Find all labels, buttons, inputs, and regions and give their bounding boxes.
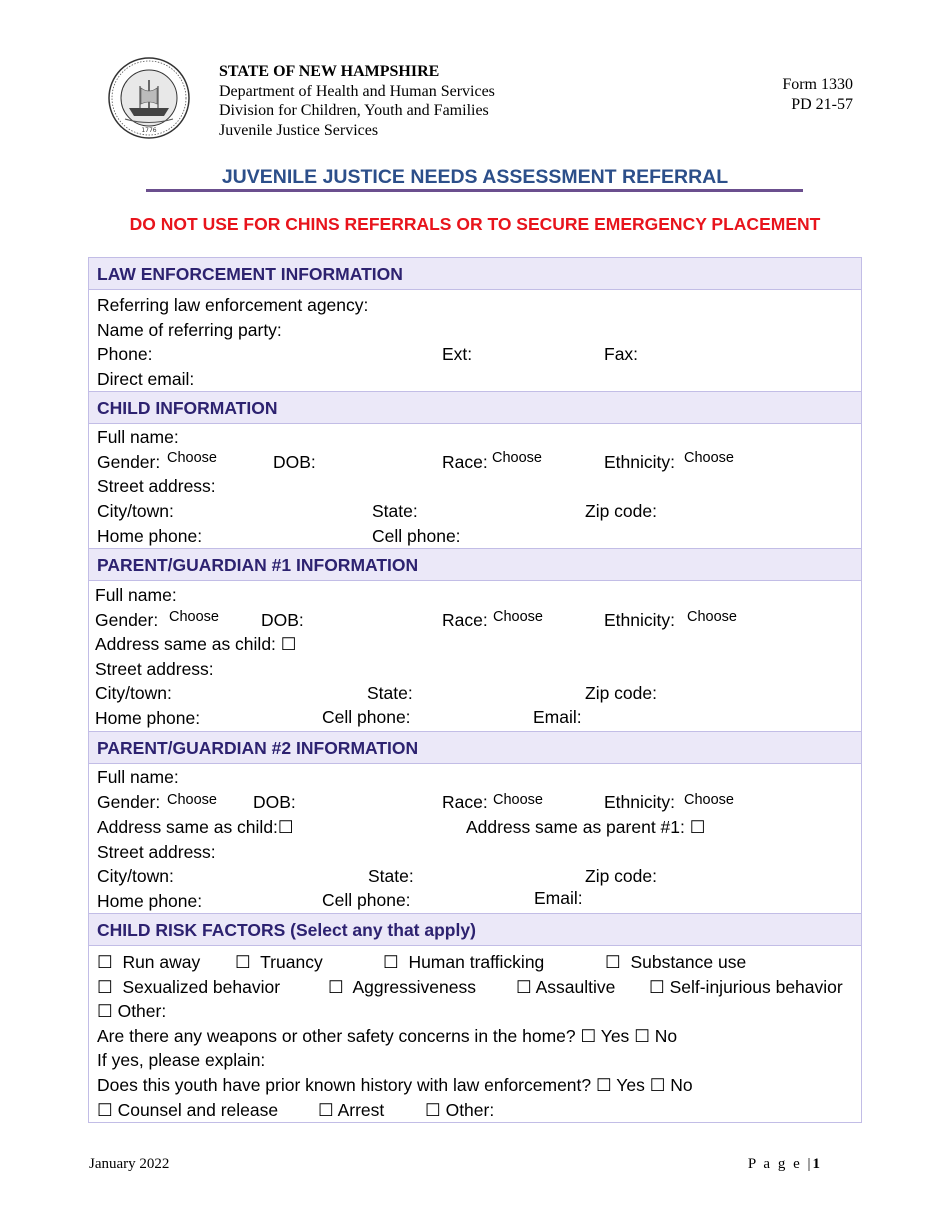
aggressiveness-checkbox[interactable]: ☐: [328, 977, 344, 997]
state-name: STATE OF NEW HAMPSHIRE: [219, 63, 440, 80]
truancy-label: Truancy: [260, 952, 323, 972]
weapons-yes-checkbox[interactable]: ☐: [580, 1026, 597, 1046]
field-ext[interactable]: Ext:: [442, 344, 473, 364]
p2-race-select[interactable]: Choose: [493, 792, 543, 808]
field-p1-street[interactable]: Street address:: [95, 659, 214, 679]
risk-self-injurious: [649, 977, 843, 998]
pd-number: PD 21-57: [791, 95, 853, 113]
section-risk-factors: [89, 913, 861, 946]
field-p2-city[interactable]: City/town:: [97, 866, 174, 886]
p2-same-as-parent1-checkbox[interactable]: ☐: [689, 817, 706, 837]
history-no-checkbox[interactable]: ☐: [649, 1075, 666, 1095]
same-as-child-label: Address same as child:: [95, 634, 276, 654]
history-yes-checkbox[interactable]: ☐: [596, 1075, 612, 1095]
field-p2-zip[interactable]: Zip code:: [585, 866, 657, 886]
field-p2-same-as-child: [97, 817, 294, 838]
sexualized-checkbox[interactable]: ☐: [97, 977, 113, 997]
field-p2-cell-phone[interactable]: Cell phone:: [322, 890, 411, 910]
risk-aggressiveness: [328, 977, 476, 998]
history-question-text: Does this youth have prior known history with law enforcement?: [97, 1075, 592, 1095]
p2-same-as-child-checkbox[interactable]: ☐: [277, 817, 294, 837]
field-referring-party[interactable]: Name of referring party:: [97, 320, 282, 340]
field-child-full-name[interactable]: Full name:: [97, 427, 179, 447]
run-away-checkbox[interactable]: ☐: [97, 952, 113, 972]
risk-other-checkbox[interactable]: ☐: [97, 1001, 113, 1021]
page-number: 1: [812, 1156, 820, 1172]
human-trafficking-checkbox[interactable]: ☐: [383, 952, 399, 972]
same-as-parent1-label: Address same as parent #1:: [466, 817, 685, 837]
seal-year: 1776: [141, 127, 157, 134]
p1-ethnicity-select[interactable]: Choose: [687, 609, 737, 625]
field-p1-same-as-child: [95, 634, 297, 655]
field-child-street[interactable]: Street address:: [97, 476, 216, 496]
field-p2-gender: Gender:: [97, 792, 161, 812]
field-p2-email[interactable]: Email:: [534, 888, 583, 908]
risk-run-away: [97, 952, 200, 973]
section-parent-2: [89, 731, 861, 764]
title-underline: [146, 189, 803, 192]
section-law-enforcement: [89, 258, 861, 290]
state-seal-logo: [107, 56, 191, 140]
p2-ethnicity-select[interactable]: Choose: [684, 792, 734, 808]
field-p2-race: Race:: [442, 792, 488, 812]
form-number: Form 1330: [782, 76, 853, 93]
weapons-question: [97, 1026, 677, 1047]
weapons-yes-label: Yes: [600, 1026, 630, 1046]
outcome-other-label: Other:: [445, 1100, 495, 1120]
field-direct-email[interactable]: Direct email:: [97, 369, 195, 389]
agency-header: [219, 62, 495, 140]
self-injurious-checkbox[interactable]: ☐: [649, 977, 665, 997]
field-p2-home-phone[interactable]: Home phone:: [97, 891, 203, 911]
field-fax[interactable]: Fax:: [604, 344, 639, 364]
outcome-other-checkbox[interactable]: ☐: [425, 1100, 441, 1120]
weapons-question-text: Are there any weapons or other safety concerns in the home?: [97, 1026, 576, 1046]
referral-form: [88, 257, 862, 1123]
same-as-child-label: Address same as child:: [97, 817, 278, 837]
aggressiveness-label: Aggressiveness: [352, 977, 477, 997]
risk-other-label: Other:: [117, 1001, 167, 1021]
field-child-state[interactable]: State:: [372, 501, 418, 521]
field-p1-home-phone[interactable]: Home phone:: [95, 708, 201, 728]
section-heading: CHILD INFORMATION: [97, 398, 278, 418]
arrest-label: Arrest: [337, 1100, 385, 1120]
child-ethnicity-select[interactable]: Choose: [684, 450, 734, 466]
field-p1-ethnicity: Ethnicity:: [604, 610, 675, 630]
substance-use-checkbox[interactable]: ☐: [605, 952, 621, 972]
field-p2-street[interactable]: Street address:: [97, 842, 216, 862]
field-child-cell-phone[interactable]: Cell phone:: [372, 526, 461, 546]
child-gender-select[interactable]: Choose: [167, 450, 217, 466]
page-title: JUVENILE JUSTICE NEEDS ASSESSMENT REFERRAL: [221, 166, 729, 188]
field-phone[interactable]: Phone:: [97, 344, 153, 364]
field-p2-dob[interactable]: DOB:: [253, 792, 296, 812]
field-child-gender: Gender:: [97, 452, 161, 472]
risk-truancy: [235, 952, 323, 973]
risk-assaultive: [516, 977, 615, 998]
child-race-select[interactable]: Choose: [492, 450, 542, 466]
risk-substance-use: [605, 952, 746, 973]
department-name: Department of Health and Human Services: [219, 82, 495, 100]
field-p2-full-name[interactable]: Full name:: [97, 767, 179, 787]
history-no-label: No: [670, 1075, 693, 1095]
weapons-no-label: No: [654, 1026, 678, 1046]
substance-use-label: Substance use: [630, 952, 747, 972]
section-heading: CHILD RISK FACTORS (Select any that apply): [97, 920, 476, 940]
assaultive-checkbox[interactable]: ☐: [516, 977, 532, 997]
field-agency[interactable]: Referring law enforcement agency:: [97, 295, 369, 315]
field-p2-state[interactable]: State:: [368, 866, 414, 886]
risk-human-trafficking: [383, 952, 544, 973]
field-p1-city[interactable]: City/town:: [95, 683, 172, 703]
history-yes-label: Yes: [616, 1075, 645, 1095]
field-child-ethnicity: Ethnicity:: [604, 452, 675, 472]
field-child-zip[interactable]: Zip code:: [585, 501, 657, 521]
field-child-race: Race:: [442, 452, 488, 472]
field-p2-ethnicity: Ethnicity:: [604, 792, 675, 812]
field-p1-email[interactable]: Email:: [533, 707, 582, 727]
form-number-block: [782, 75, 853, 114]
outcome-counsel: [97, 1100, 278, 1121]
field-p1-race: Race:: [442, 610, 488, 630]
history-question: [97, 1075, 693, 1096]
counsel-checkbox[interactable]: ☐: [97, 1100, 113, 1120]
outcome-other: [425, 1100, 494, 1121]
field-p1-dob[interactable]: DOB:: [261, 610, 304, 630]
field-p1-gender: Gender:: [95, 610, 159, 630]
section-parent-1: [89, 548, 861, 581]
p1-race-select[interactable]: Choose: [493, 609, 543, 625]
risk-sexualized: [97, 977, 280, 998]
risk-other: [97, 1001, 166, 1022]
field-child-city[interactable]: City/town:: [97, 501, 174, 521]
program-name: Juvenile Justice Services: [219, 121, 379, 139]
field-p2-same-as-parent1: [466, 817, 705, 838]
section-heading: LAW ENFORCEMENT INFORMATION: [97, 264, 403, 284]
field-child-dob[interactable]: DOB:: [273, 452, 316, 472]
field-explain[interactable]: If yes, please explain:: [97, 1050, 266, 1070]
self-injurious-label: Self-injurious behavior: [669, 977, 843, 997]
counsel-label: Counsel and release: [117, 1100, 279, 1120]
field-p1-state[interactable]: State:: [367, 683, 413, 703]
section-heading: PARENT/GUARDIAN #2 INFORMATION: [97, 738, 419, 758]
section-child: [89, 391, 861, 424]
field-p1-zip[interactable]: Zip code:: [585, 683, 657, 703]
section-heading: PARENT/GUARDIAN #1 INFORMATION: [97, 555, 419, 575]
weapons-no-checkbox[interactable]: ☐: [634, 1026, 650, 1046]
warning-banner: DO NOT USE FOR CHINS REFERRALS OR TO SECURE EMERGENCY PLACEMENT: [129, 214, 821, 234]
field-child-home-phone[interactable]: Home phone:: [97, 526, 203, 546]
field-p1-full-name[interactable]: Full name:: [95, 585, 177, 605]
run-away-label: Run away: [122, 952, 201, 972]
outcome-arrest: [318, 1100, 384, 1121]
assaultive-label: Assaultive: [535, 977, 616, 997]
human-trafficking-label: Human trafficking: [408, 952, 545, 972]
p2-gender-select[interactable]: Choose: [167, 792, 217, 808]
page-label: P a g e |: [747, 1156, 813, 1172]
division-name: Division for Children, Youth and Families: [219, 102, 489, 119]
sexualized-label: Sexualized behavior: [122, 977, 281, 997]
field-p1-cell-phone[interactable]: Cell phone:: [322, 707, 411, 727]
arrest-checkbox[interactable]: ☐: [318, 1100, 334, 1120]
p1-same-as-child-checkbox[interactable]: ☐: [280, 634, 297, 654]
footer-page: [748, 1156, 820, 1173]
truancy-checkbox[interactable]: ☐: [235, 952, 251, 972]
footer-date: January 2022: [89, 1156, 170, 1172]
p1-gender-select[interactable]: Choose: [169, 609, 219, 625]
